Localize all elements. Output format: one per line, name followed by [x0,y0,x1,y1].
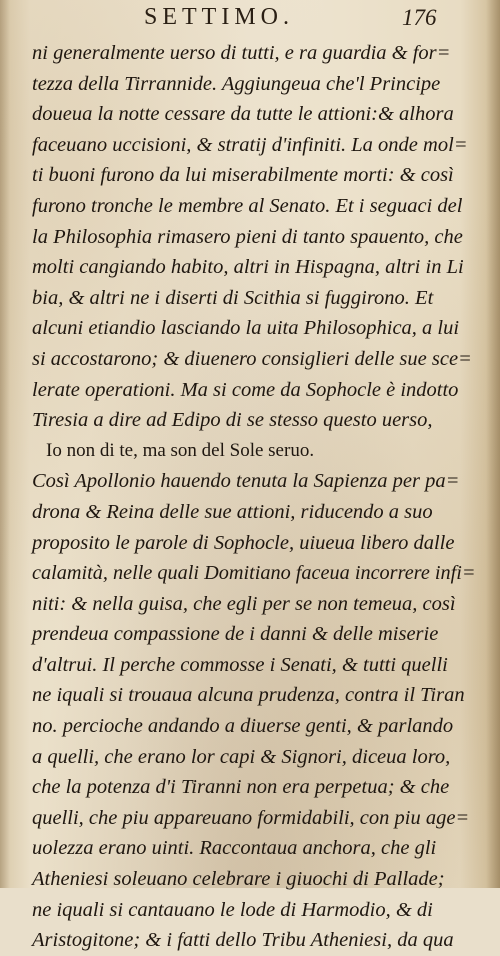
running-head: SETTIMO. [144,4,294,30]
text-line: Atheniesi soleuano celebrare i giuochi di Pallade; [32,868,445,891]
text-line: bia, & altri ne i diserti di Scithia si fuggirono. Et [32,286,434,309]
verse-line: Io non di te, ma son del Sole seruo. [46,439,315,461]
text-line: quelli, che piu appareuano formidabili, con piu age= [32,806,470,829]
text-line: calamità, nelle quali Domitiano faceua incorrere infi= [32,562,476,585]
text-line: tezza della Tirrannide. Aggiungeua che'l Principe [32,72,441,95]
text-line: la Philosophia rimasero pieni di tanto spauento, che [32,225,463,248]
page-number: 176 [402,5,437,30]
text-line: proposito le parole di Sophocle, uiueua libero dalle [32,531,455,554]
text-line: che la potenza d'i Tiranni non era perpetua; & che [32,776,450,799]
text-line: lerate operationi. Ma si come da Sophocle è indotto [32,378,459,401]
text-line: ni generalmente uerso di tutti, e ra guardia & for= [32,42,451,64]
text-line: alcuni etiandio lasciando la uita Philosophica, a lui [32,317,460,340]
text-line: si accostarono; & diuenero consiglieri delle sue sce= [32,347,472,370]
text-line: doueua la notte cessare da tutte le attioni:& alhora [32,103,454,126]
text-line: faceuano uccisioni, & stratij d'infiniti. La onde mol= [32,133,468,156]
text-line: ti buoni furono da lui miserabilmente morti: & così [32,164,454,187]
text-line: Tiresia a dire ad Edipo di se stesso questo uerso, [32,409,433,432]
text-line: molti cangiando habito, altri in Hispagna, altri in Li [32,256,464,279]
text-line: drona & Reina delle sue attioni, riducendo a suo [32,500,433,523]
text-line: Aristogitone; & i fatti dello Tribu Atheniesi, da qua [32,929,454,952]
text-line: no. percioche andando a diuerse genti, & parlando [32,715,454,738]
text-line: uolezza erano uinti. Raccontaua anchora, che gli [32,837,437,860]
text-line: Così Apollonio hauendo tenuta la Sapienza per pa= [32,470,460,493]
page-edge-shadow-left [0,0,10,888]
text-line: ne iquali si trouaua alcuna prudenza, contra il Tiran [32,684,465,707]
page-header [0,4,500,34]
text-line: furono tronche le membre al Senato. Et i seguaci del [32,194,463,217]
text-line: niti: & nella guisa, che egli per se non temeua, così [32,592,456,615]
body-text [32,38,476,956]
page-edge-shadow-right [486,0,500,888]
text-line: a quelli, che erano lor capi & Signori, diceua loro, [32,745,451,768]
text-line: ne iquali si cantauano le lode di Harmodio, & di [32,898,433,921]
text-line: prendeua compassione de i danni & delle miserie [32,623,439,646]
text-line: d'altrui. Il perche commosse i Senati, & tutti quelli [32,653,448,676]
